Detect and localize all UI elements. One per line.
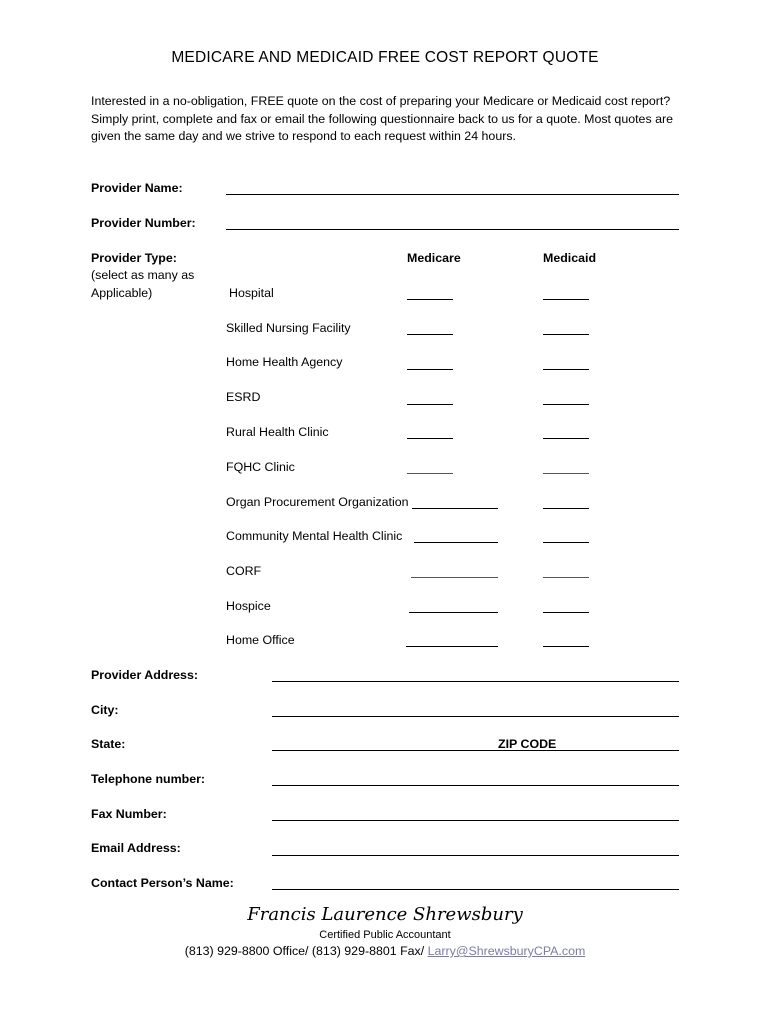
email-field[interactable]: [272, 855, 679, 856]
type-hha-medicare-blank[interactable]: [407, 369, 453, 370]
type-rhc-medicare-blank[interactable]: [407, 438, 453, 439]
type-opo-label: Organ Procurement Organization: [226, 495, 409, 509]
provider-type-label: Provider Type:: [91, 251, 177, 265]
type-esrd-label: ESRD: [226, 390, 261, 404]
type-hospice-label: Hospice: [226, 599, 271, 613]
provider-name-field[interactable]: [226, 194, 679, 195]
contact-phone-fax: (813) 929-8800 Office/ (813) 929-8801 Fax/: [184, 944, 428, 958]
type-cmhc-medicaid-blank[interactable]: [543, 542, 589, 543]
state-field[interactable]: [272, 750, 679, 751]
type-fqhc-medicare-blank[interactable]: [407, 473, 453, 474]
state-label: State:: [91, 737, 126, 751]
provider-number-label: Provider Number:: [91, 216, 196, 230]
type-home-office-medicare-blank[interactable]: [406, 646, 498, 647]
type-home-office-medicaid-blank[interactable]: [543, 646, 589, 647]
type-corf-medicare-blank[interactable]: [411, 577, 498, 578]
contact-person-field[interactable]: [272, 889, 679, 890]
type-esrd-medicare-blank[interactable]: [407, 404, 453, 405]
type-rhc-medicaid-blank[interactable]: [543, 438, 589, 439]
type-cmhc-label: Community Mental Health Clinic: [226, 529, 403, 543]
type-snf-label: Skilled Nursing Facility: [226, 321, 351, 335]
type-corf-medicaid-blank[interactable]: [543, 577, 589, 578]
signature-contact: [0, 944, 770, 958]
type-esrd-medicaid-blank[interactable]: [543, 404, 589, 405]
type-hospital-medicaid-blank[interactable]: [543, 299, 589, 300]
type-cmhc-medicare-blank[interactable]: [414, 542, 498, 543]
city-field[interactable]: [272, 716, 679, 717]
page-title: MEDICARE AND MEDICAID FREE COST REPORT QUOTE: [171, 49, 599, 66]
signature-name: Francis Laurence Shrewsbury: [247, 904, 523, 925]
provider-number-field[interactable]: [226, 229, 679, 230]
email-label: Email Address:: [91, 841, 181, 855]
intro-paragraph: Interested in a no-obligation, FREE quote on the cost of preparing your Medicare or Medicaid cost report? Simply print, complete and fax or email the following questionnaire back to us for a quote. Most quotes are given the same day and we strive to respond to each request within 24 hours.: [91, 94, 673, 143]
type-hha-label: Home Health Agency: [226, 355, 343, 369]
type-hha-medicaid-blank[interactable]: [543, 369, 589, 370]
type-opo-medicare-blank[interactable]: [412, 508, 498, 509]
type-rhc-label: Rural Health Clinic: [226, 425, 329, 439]
provider-name-label: Provider Name:: [91, 181, 183, 195]
signature-title: Certified Public Accountant: [319, 929, 451, 941]
medicaid-column-header: Medicaid: [543, 251, 597, 265]
provider-address-field[interactable]: [272, 681, 679, 682]
type-hospice-medicare-blank[interactable]: [409, 612, 498, 613]
email-link[interactable]: Larry@ShrewsburyCPA.com: [427, 944, 586, 958]
type-hospital-medicare-blank[interactable]: [407, 299, 453, 300]
provider-type-hint-2: Applicable): [91, 286, 153, 300]
type-hospital-label: Hospital: [229, 286, 274, 300]
type-corf-label: CORF: [226, 564, 262, 578]
provider-address-label: Provider Address:: [91, 668, 198, 682]
type-snf-medicare-blank[interactable]: [407, 334, 453, 335]
type-home-office-label: Home Office: [226, 633, 295, 647]
fax-field[interactable]: [272, 820, 679, 821]
type-fqhc-medicaid-blank[interactable]: [543, 473, 589, 474]
type-hospice-medicaid-blank[interactable]: [543, 612, 589, 613]
medicare-column-header: Medicare: [407, 251, 461, 265]
type-opo-medicaid-blank[interactable]: [543, 508, 589, 509]
telephone-label: Telephone number:: [91, 772, 206, 786]
fax-label: Fax Number:: [91, 807, 167, 821]
provider-type-hint-1: (select as many as: [91, 268, 195, 282]
contact-person-label: Contact Person’s Name:: [91, 876, 234, 890]
type-fqhc-label: FQHC Clinic: [226, 460, 295, 474]
zip-code-label: ZIP CODE: [498, 737, 557, 751]
telephone-field[interactable]: [272, 785, 679, 786]
type-snf-medicaid-blank[interactable]: [543, 334, 589, 335]
city-label: City:: [91, 703, 119, 717]
